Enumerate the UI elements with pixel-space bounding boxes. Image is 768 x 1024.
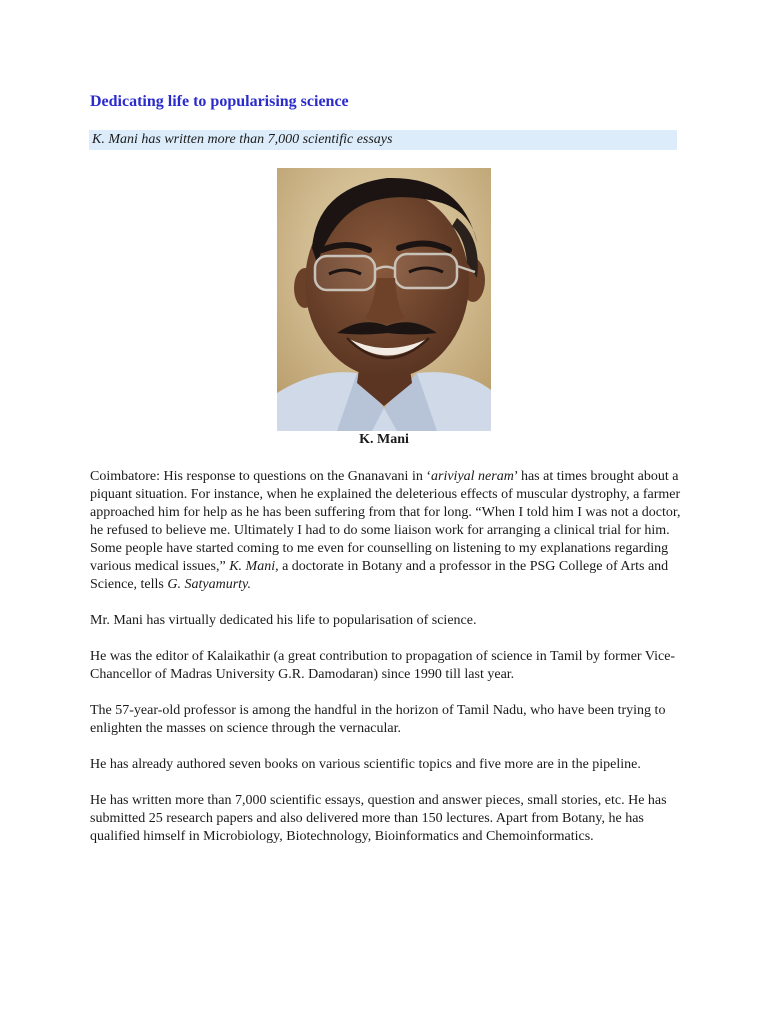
portrait-illustration xyxy=(277,168,491,431)
lead-text: Coimbatore: His response to questions on the Gnanavani in ‘ xyxy=(90,469,431,484)
body-paragraph: The 57-year-old professor is among the handful in the horizon of Tamil Nadu, who have been trying to enlighten the masses on science through the vernacular. xyxy=(90,703,666,736)
lead-italic-name: K. Mani xyxy=(229,559,276,574)
lead-italic-author: G. Satyamurty. xyxy=(167,577,251,592)
portrait-photo xyxy=(277,168,491,431)
body-paragraph: He was the editor of Kalaikathir (a great contribution to propagation of science in Tamil by former Vice-Chancellor of Madras University G.R. Damodaran) since 1990 till last year. xyxy=(90,649,676,682)
photo-caption: K. Mani xyxy=(359,432,409,447)
lead-text: , a doctorate in Botany and a professor in the PSG College of Arts and Science, tells xyxy=(90,559,669,592)
headline: Dedicating life to popularising science xyxy=(90,93,349,110)
body-paragraph: He has written more than 7,000 scientific essays, question and answer pieces, small stories, etc. He has submitted 25 research papers and also delivered more than 150 lectures. Apart from Botany, he has qualified himself in Microbiology, Biotechnology, Bioinformatics and Chemoinformatics. xyxy=(90,793,667,844)
body-paragraph: He has already authored seven books on various scientific topics and five more are in the pipeline. xyxy=(90,757,641,772)
lead-text: ’ has at times brought about a piquant situation. For instance, when he explained the deleterious effects of muscular dystrophy, a farmer approached him for help as he has been suffering from that for long. “When I told him I was not a doctor, he refused to believe me. Ultimately I had to do some liaison work for arranging a clinical trial for him. Some people have started coming to me even for counselling on listening to my explanations regarding various medical issues,” xyxy=(90,469,681,574)
subheadline: K. Mani has written more than 7,000 scientific essays xyxy=(89,130,677,150)
body-paragraph: Mr. Mani has virtually dedicated his life to popularisation of science. xyxy=(90,613,477,628)
article-body xyxy=(90,468,682,864)
lead-paragraph xyxy=(90,468,682,594)
lead-italic-term: ariviyal neram xyxy=(431,469,514,484)
